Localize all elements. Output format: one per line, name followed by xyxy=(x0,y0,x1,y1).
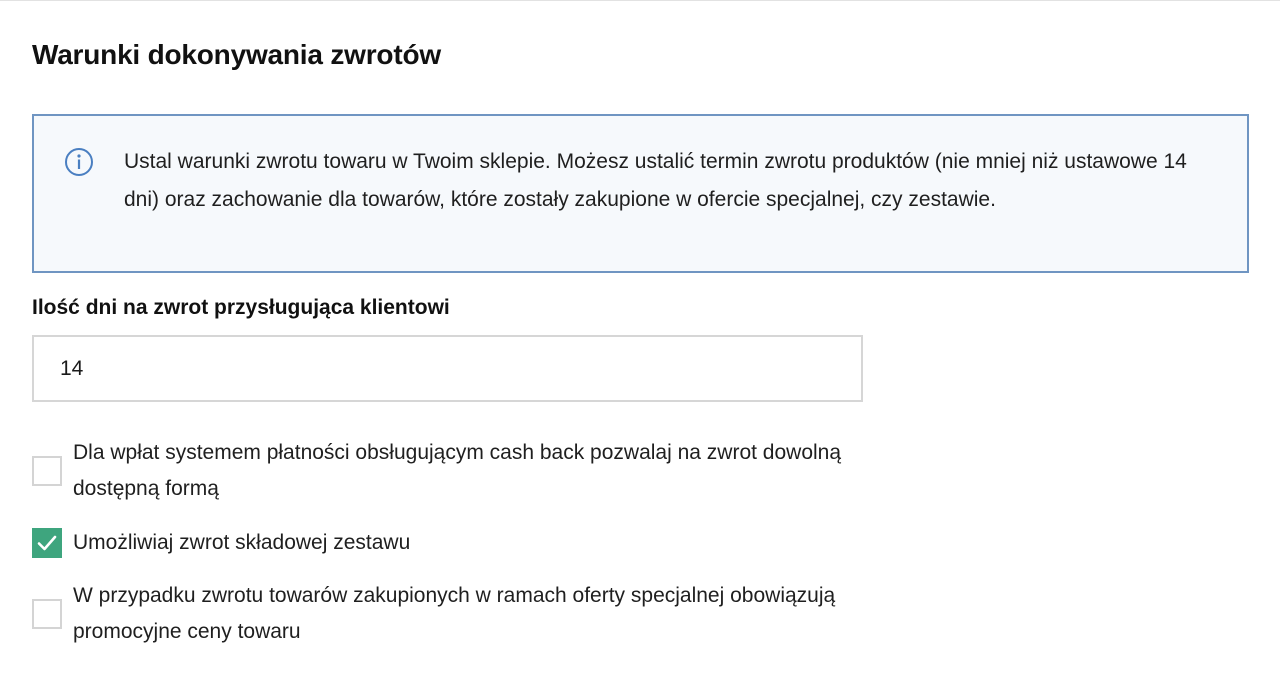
option-cash-back[interactable] xyxy=(32,435,892,507)
promo-prices-label: W przypadku zwrotu towarów zakupionych w ramach oferty specjalnej obowiązują promocyjne ceny towaru xyxy=(73,584,836,643)
option-promo-prices[interactable] xyxy=(32,578,892,650)
checkmark-icon xyxy=(37,534,57,552)
promo-prices-checkbox[interactable] xyxy=(32,599,62,629)
info-notice xyxy=(32,114,1249,273)
bundle-return-label: Umożliwiaj zwrot składowej zestawu xyxy=(73,531,411,554)
info-text: Ustal warunki zwrotu towaru w Twoim sklepie. Możesz ustalić termin zwrotu produktów (nie mniej niż ustawowe 14 dni) oraz zachowanie dla towarów, które zostały zakupione w ofercie specjalnej, czy zestawie. xyxy=(124,150,1187,211)
cash-back-label: Dla wpłat systemem płatności obsługującym cash back pozwalaj na zwrot dowolną dostępną formą xyxy=(73,441,842,500)
cash-back-checkbox[interactable] xyxy=(32,456,62,486)
section-title: Warunki dokonywania zwrotów xyxy=(32,39,441,70)
return-days-input[interactable] xyxy=(32,335,863,402)
option-bundle-return[interactable] xyxy=(32,525,892,561)
info-icon xyxy=(64,147,94,177)
return-days-label: Ilość dni na zwrot przysługująca klientowi xyxy=(32,296,450,319)
bundle-return-checkbox[interactable] xyxy=(32,528,62,558)
